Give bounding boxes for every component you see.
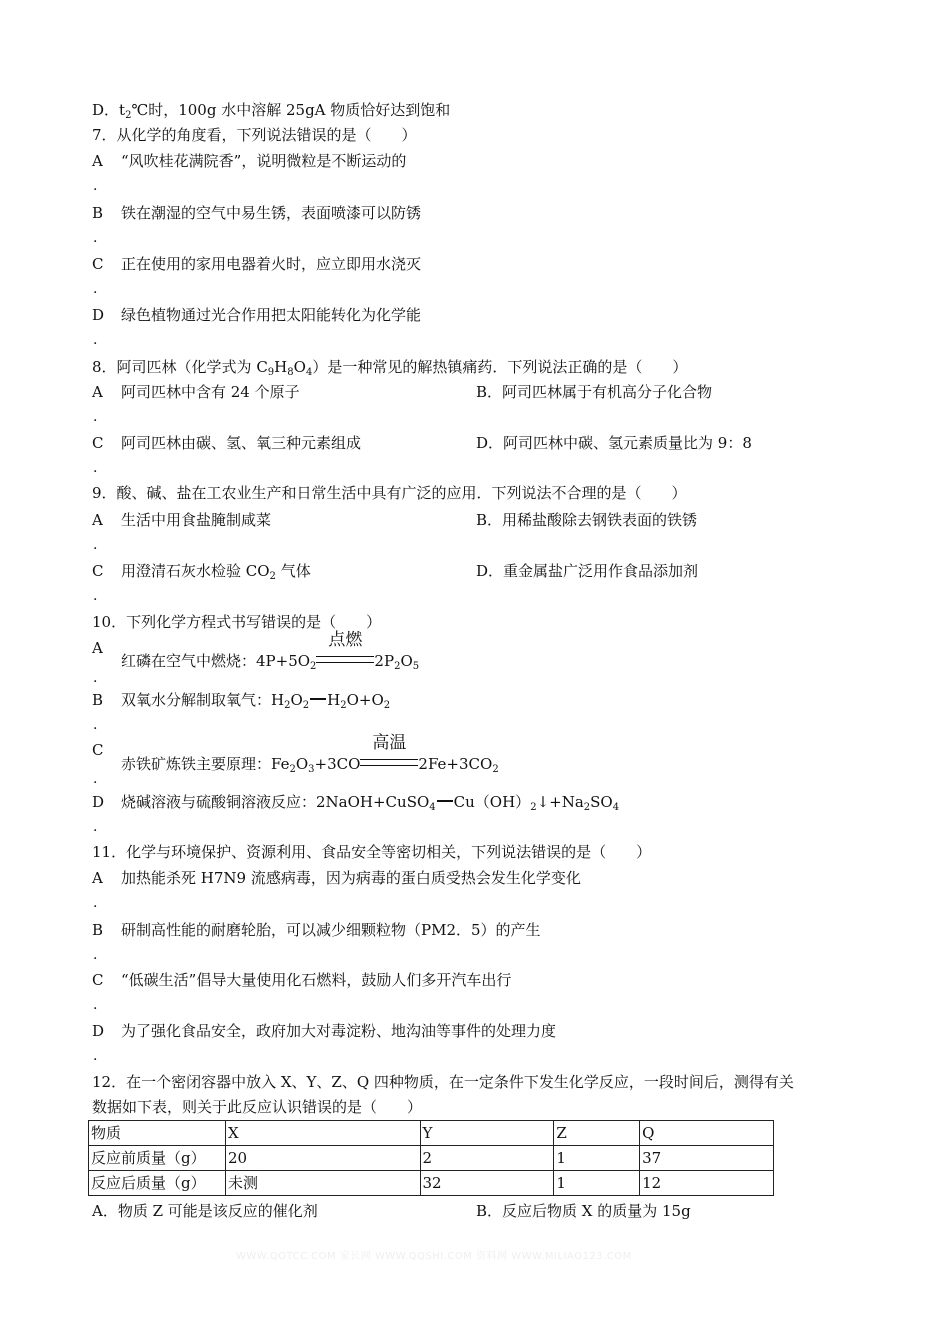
q10-option-d-equation: 烧碱溶液与硫酸铜溶液反应：2NaOH+CuSO$_4$ $Cu(OH)_2↓+Na_2SO_4$ [121, 793, 620, 813]
q9-option-b: B．用稀盐酸除去钢铁表面的铁锈 [476, 511, 698, 529]
q7-option-d-dot: . [93, 332, 98, 348]
q7-option-b-dot: . [93, 230, 98, 246]
table-cell: 2 [420, 1146, 554, 1171]
q11-option-a-text: 加热能杀死 H7N9 流感病毒，因为病毒的蛋白质受热会发生化学变化 [121, 869, 581, 887]
condition-label: 高温 [372, 733, 407, 753]
table-cell: 32 [420, 1171, 554, 1196]
q10-option-c-label: C [92, 741, 104, 759]
q10-option-c-equation: 赤铁矿炼铁主要原理：$Fe_2O_3+3CO$ 高温 $2Fe+3CO_2$ [121, 733, 499, 775]
q8-option-a-label: A [92, 383, 103, 401]
mass-data-table [88, 1120, 774, 1196]
q9-stem: 9．酸、碱、盐在工农业生产和日常生活中具有广泛的应用．下列说法不合理的是（ ） [92, 484, 687, 502]
q11-stem: 11．化学与环境保护、资源利用、食品安全等密切相关，下列说法错误的是（ ） [92, 843, 652, 861]
watermark: WWW.QOTCC.COM 家长网 WWW.QQSHI.COM 资料网 WWW.MILIAO123.COM [236, 1251, 632, 1262]
equation-bar [437, 800, 453, 802]
q7-option-a-label: A [92, 152, 103, 170]
q6-option-d: D．$t_2℃$时，100g 水中溶解 25gA 物质恰好达到饱和 [92, 101, 451, 121]
table-header-row [89, 1121, 774, 1146]
q10-option-d-dot: . [93, 819, 98, 835]
q11-option-a-dot: . [93, 895, 98, 911]
q11-option-b-label: B [92, 921, 104, 939]
q7-option-c-text: 正在使用的家用电器着火时，应立即用水浇灭 [121, 255, 422, 273]
q11-option-c-label: C [92, 971, 104, 989]
table-cell: 1 [554, 1171, 640, 1196]
q7-option-a-text: “风吹桂花满院香”，说明微粒是不断运动的 [121, 152, 407, 170]
q7-option-a-dot: . [93, 178, 98, 194]
q10-option-d-label: D [92, 793, 105, 811]
q7-option-c-dot: . [93, 281, 98, 297]
q7-option-b-label: B [92, 204, 104, 222]
q9-option-c-label: C [92, 562, 104, 580]
q9-option-c-dot: . [93, 588, 98, 604]
table-cell: 未测 [226, 1171, 421, 1196]
q11-option-c-dot: . [93, 997, 98, 1013]
q12-stem-line1: 12．在一个密闭容器中放入 X、Y、Z、Q 四种物质，在一定条件下发生化学反应，一段时间后，测得有关 [92, 1073, 794, 1091]
table-cell: X [226, 1121, 421, 1146]
q8-option-c-label: C [92, 434, 104, 452]
table-row [89, 1146, 774, 1171]
q12-option-b: B．反应后物质 X 的质量为 15g [476, 1202, 691, 1220]
table-cell: 物质 [89, 1121, 226, 1146]
table-cell: Y [420, 1121, 554, 1146]
table-cell: 37 [640, 1146, 774, 1171]
q7-option-d-text: 绿色植物通过光合作用把太阳能转化为化学能 [121, 306, 422, 324]
q10-option-b-dot: . [93, 717, 98, 733]
q8-option-a-dot: . [93, 409, 98, 425]
q11-option-b-text: 研制高性能的耐磨轮胎，可以减少细颗粒物（PM2．5）的产生 [121, 921, 541, 939]
q8-option-a-text: 阿司匹林中含有 24 个原子 [121, 383, 300, 401]
equation-bar [310, 698, 326, 700]
q8-option-b: B．阿司匹林属于有机高分子化合物 [476, 383, 713, 401]
q11-option-a-label: A [92, 869, 103, 887]
q11-option-d-dot: . [93, 1048, 98, 1064]
q10-option-a-label: A [92, 639, 103, 657]
q9-option-a-text: 生活中用食盐腌制咸菜 [121, 511, 272, 529]
q10-option-b-label: B [92, 691, 104, 709]
q11-option-d-label: D [92, 1022, 105, 1040]
table-cell: 1 [554, 1146, 640, 1171]
q7-option-c-label: C [92, 255, 104, 273]
q11-option-d-text: 为了强化食品安全，政府加大对毒淀粉、地沟油等事件的处理力度 [121, 1022, 557, 1040]
q11-option-b-dot: . [93, 947, 98, 963]
q8-option-c-text: 阿司匹林由碳、氢、氧三种元素组成 [121, 434, 362, 452]
q10-stem: 10．下列化学方程式书写错误的是（ ） [92, 613, 382, 631]
q10-option-a-dot: . [93, 670, 98, 686]
q10-option-c-dot: . [93, 771, 98, 787]
q10-option-b-equation: 双氧水分解制取氧气：$H_2O_2$ $H_2O+O_2$ [121, 691, 391, 711]
table-cell: Q [640, 1121, 774, 1146]
reaction-condition-arrow [316, 630, 374, 671]
table-cell: Z [554, 1121, 640, 1146]
q8-option-d: D．阿司匹林中碳、氢元素质量比为 9：8 [476, 434, 752, 452]
q7-option-b-text: 铁在潮湿的空气中易生锈，表面喷漆可以防锈 [121, 204, 422, 222]
condition-label: 点燃 [328, 630, 363, 650]
table-cell: 反应后质量（g） [89, 1171, 226, 1196]
q7-stem: 7．从化学的角度看，下列说法错误的是（ ） [92, 126, 417, 144]
q12-option-a: A．物质 Z 可能是该反应的催化剂 [92, 1202, 318, 1220]
q9-option-a-dot: . [93, 537, 98, 553]
q11-option-c-text: “低碳生活”倡导大量使用化石燃料，鼓励人们多开汽车出行 [121, 971, 512, 989]
table-cell: 12 [640, 1171, 774, 1196]
q7-option-d-label: D [92, 306, 105, 324]
table-cell: 反应前质量（g） [89, 1146, 226, 1171]
q8-option-c-dot: . [93, 460, 98, 476]
q9-option-c-text: 用澄清石灰水检验 $CO_2$ 气体 [121, 562, 311, 582]
q10-option-a-equation: 红磷在空气中燃烧：$4P+5O_2$ 点燃 $2P_2O_5$ [121, 630, 420, 672]
q9-option-a-label: A [92, 511, 103, 529]
q12-stem-line2: 数据如下表，则关于此反应认识错误的是（ ） [92, 1098, 423, 1116]
table-cell: 20 [226, 1146, 421, 1171]
q8-stem: 8．阿司匹林（化学式为 $C_9H_8O_4$）是一种常见的解热镇痛药．下列说法正确的是（ ） [92, 358, 688, 378]
table-row [89, 1171, 774, 1196]
q9-option-d: D．重金属盐广泛用作食品添加剂 [476, 562, 699, 580]
reaction-condition-arrow [360, 733, 418, 774]
